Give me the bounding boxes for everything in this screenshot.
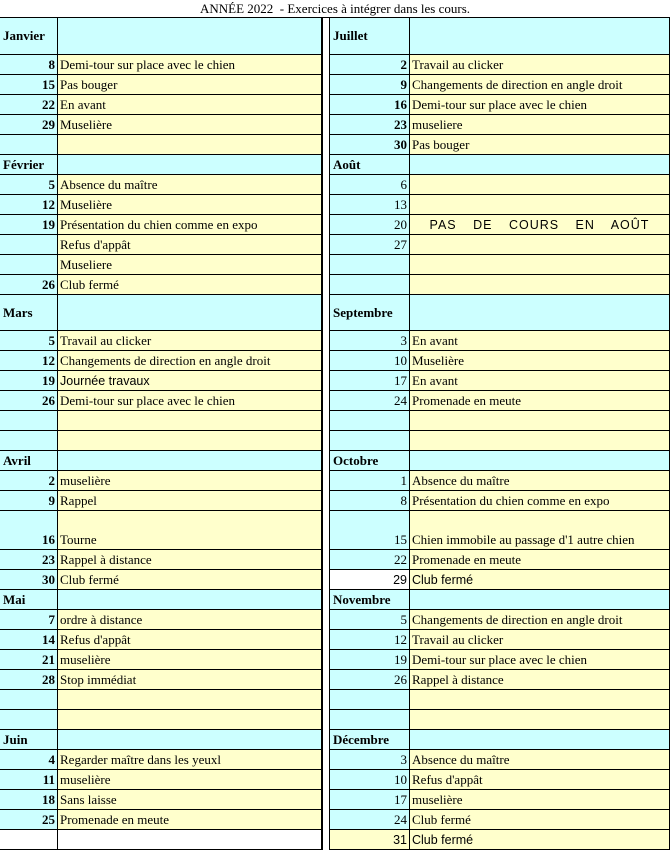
left-day-number: 30 (0, 570, 58, 590)
right-exercise-text: Demi-tour sur place avec le chien (410, 95, 670, 115)
left-exercise-text: Refus d'appât (58, 235, 322, 255)
left-day-number: 29 (0, 115, 58, 135)
left-exercise-text: Promenade en meute (58, 810, 322, 830)
right-day-number: 6 (330, 175, 410, 195)
left-exercise-text: Travail au clicker (58, 331, 322, 351)
right-empty-day-cell (330, 710, 410, 730)
right-empty-text-cell (410, 411, 670, 431)
left-exercise-text: Demi-tour sur place avec le chien (58, 55, 322, 75)
right-exercise-text (410, 175, 670, 195)
left-exercise-text: Rappel à distance (58, 550, 322, 570)
right-day-number: 17 (330, 371, 410, 391)
right-empty-day-cell (330, 275, 410, 295)
left-exercise-text: Refus d'appât (58, 630, 322, 650)
left-exercise-text: Museliere (58, 255, 322, 275)
left-empty-day-cell (0, 710, 58, 730)
right-empty-text-cell (410, 275, 670, 295)
left-day-number: 26 (0, 275, 58, 295)
left-empty-text-cell (58, 710, 322, 730)
left-day-number: 28 (0, 670, 58, 690)
right-day-number: 24 (330, 810, 410, 830)
right-empty-text-cell (410, 710, 670, 730)
right-month-header-spacer (410, 295, 670, 331)
left-day-number: 9 (0, 491, 58, 511)
right-month-header-spacer (410, 730, 670, 750)
left-day-number: 21 (0, 650, 58, 670)
right-month-header: Octobre (330, 451, 410, 471)
right-month-header: Décembre (330, 730, 410, 750)
left-day-number: 14 (0, 630, 58, 650)
right-day-number: 12 (330, 630, 410, 650)
left-day-number: 18 (0, 790, 58, 810)
right-day-number: 15 (330, 511, 410, 550)
right-day-number: 16 (330, 95, 410, 115)
left-exercise-text: Sans laisse (58, 790, 322, 810)
right-day-number: 10 (330, 351, 410, 371)
left-day-number: 2 (0, 471, 58, 491)
right-exercise-text (410, 235, 670, 255)
left-exercise-text: Rappel (58, 491, 322, 511)
right-empty-day-cell (330, 255, 410, 275)
left-day-number (0, 235, 58, 255)
right-exercise-text: Travail au clicker (410, 630, 670, 650)
right-empty-text-cell (410, 690, 670, 710)
left-day-number: 12 (0, 195, 58, 215)
right-empty-day-cell (330, 690, 410, 710)
right-day-number: 9 (330, 75, 410, 95)
right-day-number: 19 (330, 650, 410, 670)
right-exercise-text: Club fermé (410, 810, 670, 830)
left-exercise-text: Absence du maître (58, 175, 322, 195)
left-month-header-spacer (58, 155, 322, 175)
left-exercise-text: Club fermé (58, 275, 322, 295)
left-month-header-spacer (58, 730, 322, 750)
right-day-number: 5 (330, 610, 410, 630)
right-month-header-spacer (410, 155, 670, 175)
right-exercise-text: Changements de direction en angle droit (410, 610, 670, 630)
right-day-number: 13 (330, 195, 410, 215)
right-exercise-text: En avant (410, 371, 670, 391)
right-day-number: 24 (330, 391, 410, 411)
right-day-number: 1 (330, 471, 410, 491)
left-day-number: 8 (0, 55, 58, 75)
column-gap (322, 18, 330, 850)
right-exercise-text: Travail au clicker (410, 55, 670, 75)
left-empty-text-cell (58, 135, 322, 155)
left-day-number: 25 (0, 810, 58, 830)
left-day-number: 19 (0, 371, 58, 391)
left-exercise-text: Club fermé (58, 570, 322, 590)
left-empty-text-cell (58, 690, 322, 710)
left-empty-day-cell (0, 431, 58, 451)
left-day-number: 11 (0, 770, 58, 790)
left-day-number: 26 (0, 391, 58, 411)
right-exercise-text: Absence du maître (410, 471, 670, 491)
right-day-number: 29 (330, 570, 410, 590)
sheet-title: ANNÉE 2022 - Exercices à intégrer dans les cours. (199, 1, 471, 16)
right-exercise-text: Club fermé (410, 830, 670, 850)
left-month-header-spacer (58, 18, 322, 55)
left-month-header: Avril (0, 451, 58, 471)
right-month-header: Novembre (330, 590, 410, 610)
right-exercise-text: Club fermé (410, 570, 670, 590)
right-day-number: 31 (330, 830, 410, 850)
right-month-header-spacer (410, 18, 670, 55)
left-month-header: Juin (0, 730, 58, 750)
right-day-number: 30 (330, 135, 410, 155)
left-exercise-text: ordre à distance (58, 610, 322, 630)
left-month-header-spacer (58, 451, 322, 471)
left-empty-day-cell (0, 411, 58, 431)
left-exercise-text: Regarder maître dans les yeuxl (58, 750, 322, 770)
right-day-number: 8 (330, 491, 410, 511)
left-month-header: Mai (0, 590, 58, 610)
right-exercise-text: Refus d'appât (410, 770, 670, 790)
left-exercise-text: muselière (58, 770, 322, 790)
right-day-number: 23 (330, 115, 410, 135)
right-day-number: 20 (330, 215, 410, 235)
right-empty-text-cell (410, 255, 670, 275)
right-month-header: Août (330, 155, 410, 175)
left-month-header: Mars (0, 295, 58, 331)
left-day-number (0, 255, 58, 275)
left-day-number: 19 (0, 215, 58, 235)
right-exercise-text: Pas bouger (410, 135, 670, 155)
right-exercise-text: Promenade en meute (410, 550, 670, 570)
left-day-number: 7 (0, 610, 58, 630)
right-exercise-text: Présentation du chien comme en expo (410, 491, 670, 511)
left-month-header: Février (0, 155, 58, 175)
left-month-header: Janvier (0, 18, 58, 55)
right-empty-text-cell (410, 431, 670, 451)
right-month-header-spacer (410, 590, 670, 610)
right-day-number: 3 (330, 750, 410, 770)
left-day-number: 15 (0, 75, 58, 95)
right-day-number: 17 (330, 790, 410, 810)
left-empty-day-cell (0, 135, 58, 155)
left-empty-text-cell (58, 830, 322, 850)
right-exercise-text: Demi-tour sur place avec le chien (410, 650, 670, 670)
left-day-number: 16 (0, 511, 58, 550)
left-exercise-text: Pas bouger (58, 75, 322, 95)
left-exercise-text: muselière (58, 471, 322, 491)
right-day-number: 2 (330, 55, 410, 75)
left-day-number: 4 (0, 750, 58, 770)
right-empty-day-cell (330, 411, 410, 431)
right-day-number: 26 (330, 670, 410, 690)
right-exercise-text: muselière (410, 790, 670, 810)
right-month-header: Septembre (330, 295, 410, 331)
left-month-header-spacer (58, 590, 322, 610)
right-exercise-text (410, 195, 670, 215)
right-exercise-text: museliere (410, 115, 670, 135)
right-month-header-spacer (410, 451, 670, 471)
left-exercise-text: Tourne (58, 511, 322, 550)
left-empty-day-cell (0, 830, 58, 850)
right-day-number: 22 (330, 550, 410, 570)
right-exercise-text: Rappel à distance (410, 670, 670, 690)
left-month-header-spacer (58, 295, 322, 331)
aout-note: PAS DE COURS EN AOÛT (429, 218, 650, 232)
right-exercise-text: Changements de direction en angle droit (410, 75, 670, 95)
left-day-number: 22 (0, 95, 58, 115)
left-exercise-text: Stop immédiat (58, 670, 322, 690)
left-day-number: 12 (0, 351, 58, 371)
left-day-number: 5 (0, 331, 58, 351)
left-exercise-text: Journée travaux (58, 371, 322, 391)
left-exercise-text: En avant (58, 95, 322, 115)
left-exercise-text: Changements de direction en angle droit (58, 351, 322, 371)
left-exercise-text: Muselière (58, 115, 322, 135)
left-exercise-text: muselière (58, 650, 322, 670)
right-exercise-text: En avant (410, 331, 670, 351)
right-day-number: 3 (330, 331, 410, 351)
left-exercise-text: Muselière (58, 195, 322, 215)
left-day-number: 23 (0, 550, 58, 570)
right-day-number: 10 (330, 770, 410, 790)
left-day-number: 5 (0, 175, 58, 195)
right-exercise-text: Absence du maître (410, 750, 670, 770)
left-empty-text-cell (58, 431, 322, 451)
left-empty-text-cell (58, 411, 322, 431)
left-empty-day-cell (0, 690, 58, 710)
right-month-header: Juillet (330, 18, 410, 55)
right-exercise-text: Promenade en meute (410, 391, 670, 411)
right-day-number: 27 (330, 235, 410, 255)
right-exercise-text: Muselière (410, 351, 670, 371)
right-exercise-text: Chien immobile au passage d'1 autre chien (410, 511, 670, 550)
left-exercise-text: Demi-tour sur place avec le chien (58, 391, 322, 411)
right-empty-day-cell (330, 431, 410, 451)
left-exercise-text: Présentation du chien comme en expo (58, 215, 322, 235)
